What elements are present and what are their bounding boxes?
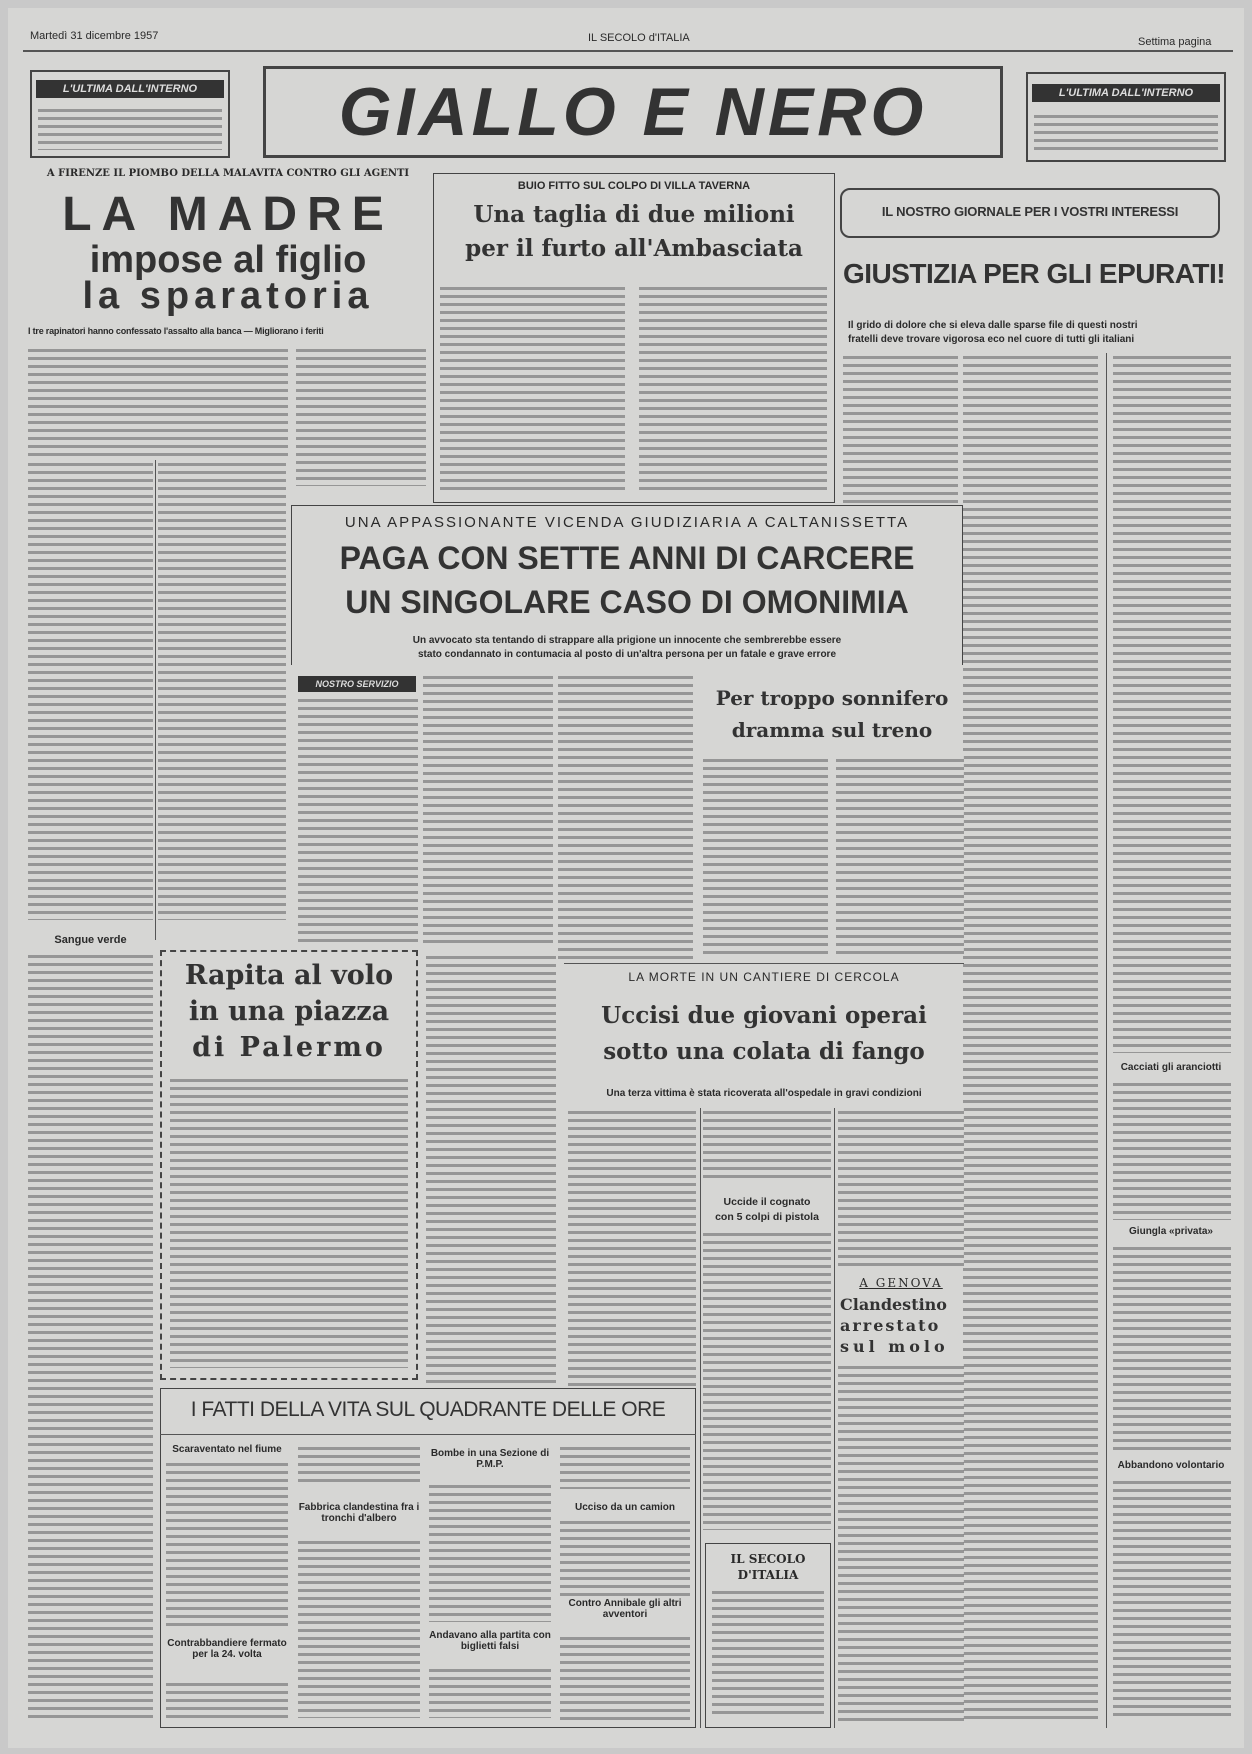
fatti-item-heading: Fabbrica clandestina fra i tronchi d'albero [298, 1502, 420, 1524]
firenze-body [296, 346, 426, 486]
epurati-headline: GIUSTIZIA PER GLI EPURATI! [842, 258, 1226, 289]
omonimia-headline-1: PAGA CON SETTE ANNI DI CARCERE [339, 540, 915, 576]
header-rule [23, 50, 1233, 52]
firenze-headline-3: la sparatoria [82, 275, 374, 317]
right-news-box [1026, 72, 1226, 162]
cercola-body [838, 1108, 964, 1268]
section-title: GIALLO E NERO [338, 74, 928, 150]
villa-body [639, 284, 827, 494]
fatti-item-heading: Scaraventato nel fiume [172, 1444, 282, 1455]
column-rule [155, 460, 156, 940]
omonimia-body [558, 673, 693, 963]
left-box-text [38, 106, 222, 150]
firenze-kicker: A FIRENZE IL PIOMBO DELLA MALAVITA CONTRO GLI AGENTI [46, 168, 410, 179]
treno-headline-1: Per troppo sonnifero [715, 686, 949, 710]
epurati-subhead: fratelli deve trovare vigorosa eco nel cuore di tutti gli italiani [848, 334, 1135, 345]
cognato-body [703, 1230, 831, 1530]
genova-headline: arrestato [840, 1316, 941, 1335]
fatti-body [166, 1460, 288, 1630]
villa-headline-1: Una taglia di due milioni [473, 201, 795, 228]
cercola-body [568, 1108, 696, 1388]
villa-body [440, 284, 625, 494]
fatti-body [560, 1518, 690, 1598]
omonimia-subhead: Un avvocato sta tentando di strappare alla prigione un innocente che sembrerebbe essere [412, 635, 842, 646]
omonimia-headline-2: UN SINGOLARE CASO DI OMONIMIA [345, 584, 909, 620]
sangue-verde-heading: Sangue verde [54, 934, 127, 946]
secolo-promo-title: D'ITALIA [737, 1568, 799, 1582]
omonimia-body [298, 696, 418, 946]
palermo-body [170, 1076, 408, 1368]
fatti-item-heading: Ucciso da un camion [574, 1502, 676, 1513]
treno-body [703, 756, 828, 956]
epurati-body [963, 353, 1098, 1723]
service-label: NOSTRO SERVIZIO [298, 676, 416, 692]
fatti-body [298, 1538, 420, 1718]
firenze-body [28, 346, 288, 456]
right-col-heading: Giungla «privata» [1129, 1226, 1213, 1237]
epurati-banner [840, 188, 1220, 238]
firenze-headline-1: LA MADRE [62, 188, 394, 241]
newspaper-page [8, 8, 1244, 1748]
fatti-item-heading: Andavano alla partita con biglietti falsi [429, 1630, 551, 1652]
right-column-body [1113, 1244, 1231, 1454]
fatti-body [560, 1634, 690, 1720]
genova-kicker: A GENOVA [859, 1276, 943, 1290]
sangue-verde-body [28, 952, 153, 1722]
epurati-banner-text: IL NOSTRO GIORNALE PER I VOSTRI INTERESSI [881, 204, 1179, 219]
epurati-body [843, 353, 958, 503]
column-rule [1106, 353, 1107, 1728]
right-box-text [1034, 112, 1218, 154]
villa-headline-2: per il furto all'Ambasciata [465, 235, 803, 262]
left-news-box [30, 70, 230, 158]
palermo-article [160, 950, 418, 1380]
paper-name: IL SECOLO d'ITALIA [588, 32, 690, 44]
omonimia-subhead: stato condannato in contumacia al posto di un'altra persona per un fatale e grave errore [417, 649, 837, 660]
treno-body [836, 756, 964, 956]
cercola-kicker: LA MORTE IN UN CANTIERE DI CERCOLA [628, 970, 900, 984]
right-column-body [1113, 1080, 1231, 1220]
cognato-headline: Uccide il cognato [723, 1196, 811, 1208]
right-column-body [1113, 1478, 1231, 1718]
secolo-promo-title: IL SECOLO [730, 1552, 806, 1566]
column-rule [700, 1108, 701, 1728]
right-box-label: L'ULTIMA DALL'INTERNO [1032, 84, 1220, 102]
secolo-promo-box [705, 1543, 831, 1728]
firenze-headline-2: impose al figlio [89, 239, 367, 281]
genova-headline: Clandestino [840, 1295, 947, 1314]
firenze-body [158, 460, 286, 920]
right-col-heading: Cacciati gli aranciotti [1120, 1062, 1222, 1073]
masthead-box [263, 66, 1003, 158]
fatti-item-heading: Bombe in una Sezione di P.M.P. [430, 1448, 550, 1470]
column-rule [834, 1108, 835, 1728]
fatti-heading: I FATTI DELLA VITA SUL QUADRANTE DELLE ORE [190, 1398, 666, 1421]
cercola-headline-1: Uccisi due giovani operai [601, 1002, 927, 1029]
epurati-subhead: Il grido di dolore che si eleva dalle sparse file di questi nostri [848, 320, 1138, 331]
fatti-body [429, 1482, 551, 1622]
page-number: Settima pagina [1138, 36, 1212, 48]
fatti-body [429, 1666, 551, 1718]
firenze-subhead: I tre rapinatori hanno confessato l'assalto alla banca — Migliorano i feriti [28, 326, 324, 336]
cercola-headline-2: sotto una colata di fango [603, 1038, 925, 1065]
cognato-headline: con 5 colpi di pistola [715, 1211, 819, 1223]
palermo-headline-3: di Palermo [192, 1032, 386, 1063]
right-column-body [1113, 353, 1231, 1053]
omonimia-body [426, 953, 556, 1383]
genova-body [838, 1363, 964, 1723]
cercola-subhead: Una terza vittima è stata ricoverata all'ospedale in gravi condizioni [606, 1088, 922, 1099]
left-box-label: L'ULTIMA DALL'INTERNO [36, 80, 224, 98]
section-rule [160, 1434, 696, 1435]
fatti-body [298, 1444, 420, 1486]
genova-headline: sul molo [840, 1337, 949, 1356]
palermo-headline-1: Rapita al volo [184, 960, 394, 991]
issue-date: Martedì 31 dicembre 1957 [30, 30, 159, 42]
cercola-body [703, 1108, 831, 1183]
fatti-body [560, 1444, 690, 1489]
secolo-promo-text [712, 1588, 824, 1718]
omonimia-kicker: UNA APPASSIONANTE VICENDA GIUDIZIARIA A CALTANISSETTA [344, 514, 910, 531]
fatti-item-heading: Contrabbandiere fermato per la 24. volta [167, 1638, 287, 1660]
fatti-item-heading: Contro Annibale gli altri avventori [568, 1598, 682, 1620]
villa-kicker: BUIO FITTO SUL COLPO DI VILLA TAVERNA [517, 180, 751, 192]
palermo-headline-2: in una piazza [188, 996, 390, 1027]
villa-taverna-article [433, 173, 835, 503]
right-col-heading: Abbandono volontario [1117, 1460, 1225, 1471]
omonimia-body [423, 673, 553, 948]
section-rule [564, 963, 964, 964]
firenze-body [28, 460, 153, 920]
fatti-body [166, 1680, 288, 1720]
treno-headline-2: dramma sul treno [731, 718, 933, 742]
